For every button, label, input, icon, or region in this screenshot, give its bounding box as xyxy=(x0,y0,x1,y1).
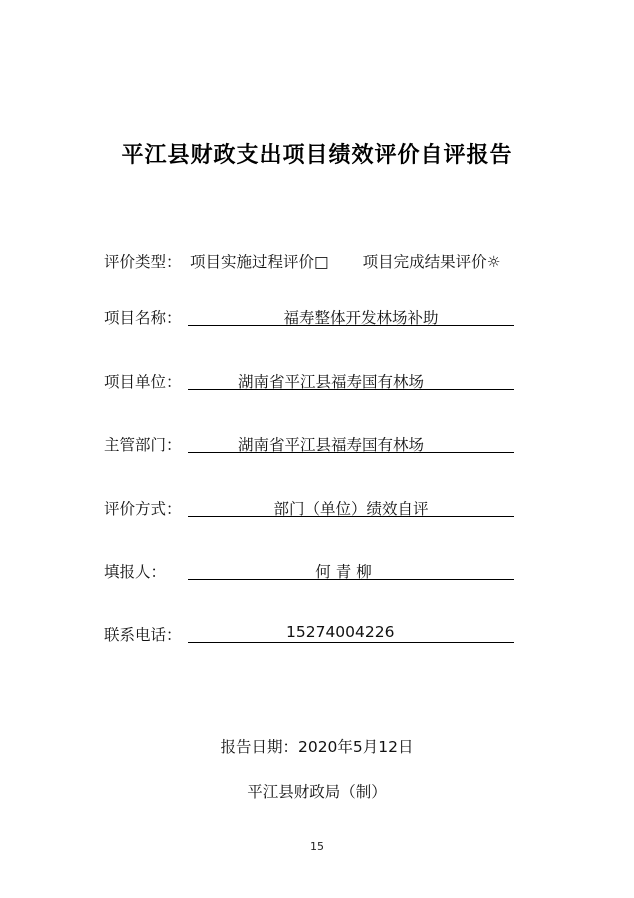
evaluation-method-label: 评价方式： xyxy=(104,500,182,518)
contact-phone-label: 联系电话： xyxy=(104,626,182,644)
evaluation-option-process: 项目实施过程评价□ xyxy=(190,253,329,271)
contact-phone-row xyxy=(104,623,514,647)
project-unit-underline xyxy=(188,370,514,390)
filled-by-value: 何青柳 xyxy=(315,563,377,581)
evaluation-type-row xyxy=(104,250,501,272)
supervising-dept-label: 主管部门： xyxy=(104,436,182,454)
evaluation-method-row xyxy=(104,497,514,521)
evaluation-type-label: 评价类型： xyxy=(104,253,182,271)
project-unit-row xyxy=(104,370,514,394)
contact-phone-underline xyxy=(188,623,514,643)
evaluation-option-result: 项目完成结果评价☼ xyxy=(362,253,501,271)
evaluation-method-underline xyxy=(188,497,514,517)
issuer: 平江县财政局（制） xyxy=(247,783,387,801)
project-unit-value: 湖南省平江县福寿国有林场 xyxy=(238,373,425,391)
filled-by-label: 填报人： xyxy=(104,563,167,581)
filled-by-row xyxy=(104,560,514,584)
supervising-dept-underline xyxy=(188,433,514,453)
project-unit-label: 项目单位： xyxy=(104,373,182,391)
project-name-row xyxy=(104,306,514,330)
filled-by-underline xyxy=(188,560,514,580)
contact-phone-value: 15274004226 xyxy=(286,623,395,641)
supervising-dept-row xyxy=(104,433,514,457)
project-name-underline xyxy=(188,306,514,326)
project-name-value: 福寿整体开发林场补助 xyxy=(283,309,439,327)
evaluation-method-value: 部门（单位）绩效自评 xyxy=(273,500,429,518)
report-date: 报告日期：2020年5月12日 xyxy=(220,738,414,756)
supervising-dept-value: 湖南省平江县福寿国有林场 xyxy=(238,436,425,454)
project-name-label: 项目名称： xyxy=(104,309,182,327)
page-number: 15 xyxy=(310,840,324,853)
report-title: 平江县财政支出项目绩效评价自评报告 xyxy=(121,143,513,168)
